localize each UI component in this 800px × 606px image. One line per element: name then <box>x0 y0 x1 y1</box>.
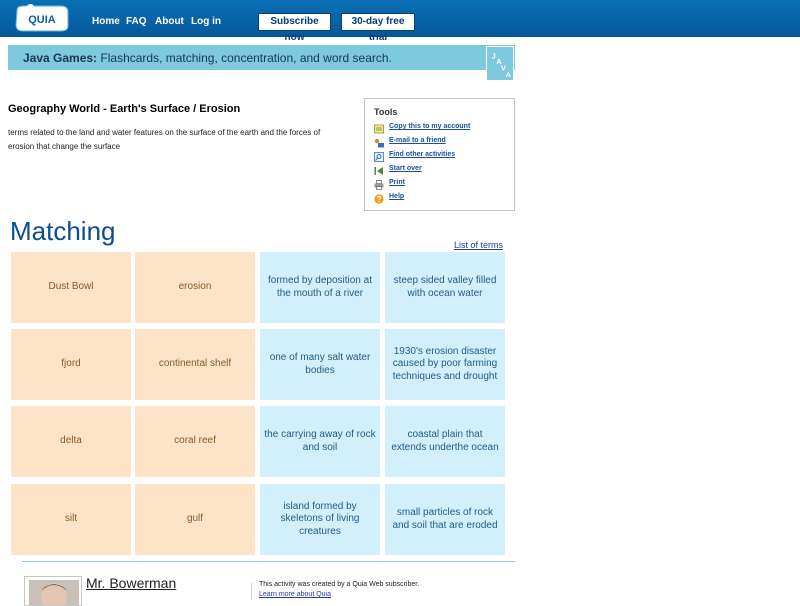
footer-divider <box>22 561 515 562</box>
find-icon <box>374 152 384 162</box>
definition-card[interactable]: the carrying away of rock and soil <box>260 406 380 477</box>
tool-help-link[interactable]: Help <box>389 193 405 200</box>
learn-more-link[interactable]: Learn more about Quia <box>259 591 331 598</box>
start-over-icon <box>374 166 384 176</box>
copy-icon <box>374 124 384 134</box>
java-badge-icon[interactable] <box>486 46 514 81</box>
term-card[interactable]: delta <box>11 406 131 477</box>
banner-text <box>23 51 392 65</box>
nav-login-link[interactable]: Log in <box>191 16 221 27</box>
tool-print-link[interactable]: Print <box>389 179 405 186</box>
java-badge-letter-v: V <box>500 63 506 73</box>
term-card[interactable]: fjord <box>11 329 131 400</box>
footer-separator <box>251 583 252 600</box>
author-photo-icon <box>25 577 82 606</box>
term-card[interactable]: coral reef <box>135 406 255 477</box>
list-of-terms-link[interactable]: List of terms <box>454 240 504 250</box>
term-card[interactable]: Dust Bowl <box>11 252 131 323</box>
term-card[interactable]: gulf <box>135 484 255 555</box>
activity-title: Geography World - Earth's Surface / Erosion <box>8 103 241 115</box>
logo-text: QUIA <box>28 14 56 26</box>
tools-panel <box>364 98 515 211</box>
free-trial-button[interactable]: 30-day free trial <box>341 13 415 31</box>
matching-heading: Matching <box>10 216 116 246</box>
quia-logo[interactable] <box>13 4 71 32</box>
java-badge-letter-a2: A <box>505 69 511 79</box>
author-avatar[interactable] <box>24 576 82 606</box>
tool-email-link[interactable]: E-mail to a friend <box>389 137 446 144</box>
nav-faq-link[interactable]: FAQ <box>126 16 147 27</box>
definition-card[interactable]: 1930's erosion disaster caused by poor farming techniques and drought <box>385 329 505 400</box>
definition-card[interactable]: formed by deposition at the mouth of a river <box>260 252 380 323</box>
subscribe-button[interactable]: Subscribe now <box>258 13 331 31</box>
author-name-link[interactable]: Mr. Bowerman <box>86 575 177 591</box>
help-icon <box>374 194 384 204</box>
banner-description: Flashcards, matching, concentration, and word search. <box>97 51 392 65</box>
activity-description: terms related to the land and water features on the surface of the earth and the forces of erosion that change the surface <box>8 128 321 151</box>
tools-heading: Tools <box>374 107 398 117</box>
java-badge-letter-a1: A <box>496 56 502 66</box>
definition-card[interactable]: steep sided valley filled with ocean water <box>385 252 505 323</box>
term-card[interactable]: continental shelf <box>135 329 255 400</box>
tool-copy-link[interactable]: Copy this to my account <box>389 123 471 130</box>
nav-about-link[interactable]: About <box>155 16 184 27</box>
tool-find-link[interactable]: Find other activities <box>389 151 456 158</box>
print-icon <box>374 180 384 190</box>
email-icon <box>374 138 384 148</box>
subscriber-credit: This activity was created by a Quia Web subscriber. <box>259 581 420 588</box>
top-navigation-bar <box>0 0 800 43</box>
term-card[interactable]: silt <box>11 484 131 555</box>
tool-start-over-link[interactable]: Start over <box>389 165 422 172</box>
definition-card[interactable]: island formed by skeletons of living creatures <box>260 484 380 555</box>
definition-card[interactable]: one of many salt water bodies <box>260 329 380 400</box>
definition-card[interactable]: coastal plain that extends underthe ocean <box>385 406 505 477</box>
java-games-banner[interactable] <box>8 45 515 73</box>
java-badge-letter-j: J <box>491 51 496 61</box>
nav-home-link[interactable]: Home <box>92 16 120 27</box>
term-card[interactable]: erosion <box>135 252 255 323</box>
definition-card[interactable]: small particles of rock and soil that are eroded <box>385 484 505 555</box>
banner-bold-label: Java Games: <box>23 51 98 65</box>
